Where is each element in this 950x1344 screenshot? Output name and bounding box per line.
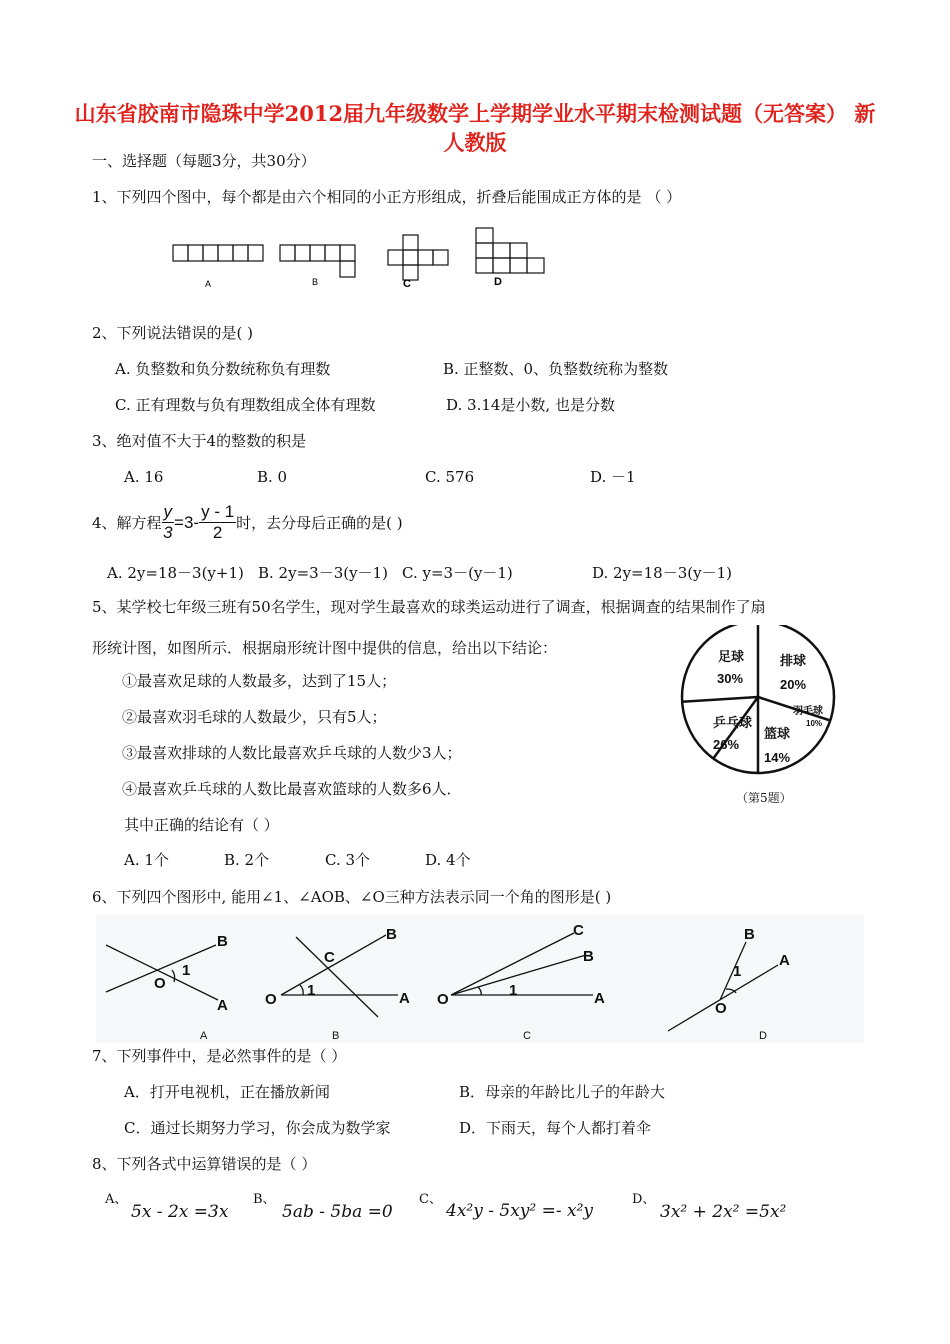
- net-label-b: B: [312, 277, 319, 287]
- fraction-y-minus-1-over-2: [199, 502, 236, 543]
- fig-c-point-o: O: [437, 991, 449, 1008]
- pie-label-volleyball: 排球: [780, 653, 807, 668]
- question-5-option-a: A. 1个: [124, 851, 169, 869]
- equation-middle: =3-: [174, 512, 200, 532]
- question-3-option-c: C. 576: [425, 468, 475, 486]
- fraction-numerator: y: [163, 502, 173, 521]
- question-4-option-c: C. y=3－(y－1): [402, 564, 513, 582]
- question-8-expr-d: 3x² + 2x² =5x²: [660, 1202, 787, 1222]
- question-5-option-c: C. 3个: [325, 851, 371, 869]
- question-3-stem: 3、绝对值不大于4的整数的积是: [92, 432, 307, 450]
- question-7-option-a: A．打开电视机，正在播放新闻: [124, 1083, 330, 1101]
- cube-net-figures: [165, 225, 565, 300]
- question-2-option-c: C. 正有理数与负有理数组成全体有理数: [115, 396, 376, 414]
- question-5-option-b: B. 2个: [224, 851, 270, 869]
- question-5-line-2: 形统计图，如图所示．根据扇形统计图中提供的信息，给出以下结论：: [92, 639, 558, 657]
- pie-label-badminton: 羽毛球: [793, 706, 823, 717]
- net-label-a: A: [205, 279, 212, 289]
- pie-pct-pingpong: 26%: [713, 737, 740, 752]
- page-title: 山东省胶南市隐珠中学2012届九年级数学上学期学业水平期末检测试题（无答案） 新人教版: [74, 101, 876, 155]
- question-4-stem: [92, 502, 403, 543]
- fig-b-point-a: A: [399, 990, 410, 1007]
- fig-label-d: D: [759, 1030, 767, 1042]
- angle-figures: [96, 915, 866, 1045]
- fig-a-angle-1: 1: [182, 962, 191, 979]
- question-3-option-a: A. 16: [124, 468, 164, 486]
- fig-label-b: B: [332, 1030, 340, 1042]
- fig-b-point-o: O: [265, 991, 277, 1008]
- question-2-option-d: D. 3.14是小数, 也是分数: [446, 396, 615, 414]
- question-8-label-a: A、: [105, 1192, 128, 1207]
- question-7-option-d: D．下雨天，每个人都打着伞: [459, 1119, 652, 1137]
- question-5-statement-3: ③最喜欢排球的人数比最喜欢乒乓球的人数少3人；: [122, 744, 462, 762]
- question-4-suffix: 时，去分母后正确的是( ): [236, 513, 403, 532]
- question-8-label-c: C、: [419, 1192, 442, 1207]
- question-8-expr-a: 5x - 2x =3x: [131, 1202, 229, 1222]
- fig-d-point-a: A: [779, 952, 790, 969]
- fraction-y-over-3: [162, 502, 175, 543]
- question-2-stem: 2、下列说法错误的是( ): [92, 324, 254, 342]
- fig-b-angle-1: 1: [307, 982, 316, 999]
- fig-a-point-a: A: [217, 997, 228, 1014]
- question-5-statement-1: ①最喜欢足球的人数最多，达到了15人；: [122, 672, 397, 690]
- fig-a-point-o: O: [154, 975, 166, 992]
- fig-b-point-b: B: [386, 926, 397, 943]
- question-4-option-d: D. 2y=18－3(y－1): [592, 564, 732, 582]
- pie-chart: [676, 625, 856, 785]
- fig-c-point-a: A: [594, 990, 605, 1007]
- question-8-expr-c: 4x²y - 5xy² =- x²y: [446, 1201, 593, 1221]
- question-4-option-a: A. 2y=18－3(y+1): [107, 564, 244, 582]
- question-1-stem: 1、下列四个图中，每个都是由六个相同的小正方形组成，折叠后能围成正方体的是 （ ）: [92, 188, 682, 206]
- question-4-option-b: B. 2y=3－3(y－1): [258, 564, 388, 582]
- pie-pct-football: 30%: [717, 671, 744, 686]
- question-5-option-d: D. 4个: [425, 851, 471, 869]
- pie-label-basketball: 篮球: [764, 726, 791, 741]
- question-5-statement-2: ②最喜欢羽毛球的人数最少，只有5人；: [122, 708, 387, 726]
- pie-label-football: 足球: [718, 649, 745, 664]
- question-8-stem: 8、下列各式中运算错误的是（ ）: [92, 1155, 317, 1173]
- question-7-option-c: C．通过长期努力学习，你会成为数学家: [124, 1119, 391, 1137]
- fig-b-point-c: C: [324, 949, 335, 966]
- fig-d-angle-1: 1: [733, 963, 742, 980]
- net-label-c: C: [403, 278, 411, 290]
- pie-pct-volleyball: 20%: [780, 677, 807, 692]
- pie-label-pingpong: 乒乓球: [713, 715, 753, 730]
- pie-pct-basketball: 14%: [764, 750, 791, 765]
- fig-c-point-b: B: [583, 948, 594, 965]
- question-4-prefix: 4、解方程: [92, 513, 162, 532]
- fraction-denominator: 2: [212, 523, 223, 542]
- fig-label-c: C: [523, 1030, 531, 1042]
- figure-5-caption: （第5题）: [736, 791, 792, 805]
- question-2-option-b: B. 正整数、0、负整数统称为整数: [443, 360, 669, 378]
- question-5-ask: 其中正确的结论有（ ）: [124, 816, 279, 834]
- fraction-numerator: y - 1: [201, 502, 235, 521]
- question-5-statement-4: ④最喜欢乒乓球的人数比最喜欢篮球的人数多6人．: [122, 780, 462, 798]
- question-6-stem: 6、下列四个图形中, 能用∠1、∠AOB、∠O三种方法表示同一个角的图形是( ): [92, 888, 612, 906]
- question-3-option-d: D. －1: [590, 468, 636, 486]
- question-7-stem: 7、下列事件中，是必然事件的是（ ）: [92, 1047, 347, 1065]
- question-8-expr-b: 5ab - 5ba =0: [282, 1202, 393, 1222]
- net-label-d: D: [494, 276, 502, 288]
- question-3-option-b: B. 0: [257, 468, 288, 486]
- fig-c-angle-1: 1: [509, 982, 518, 999]
- fig-d-point-o: O: [715, 1000, 727, 1017]
- fig-label-a: A: [200, 1030, 208, 1042]
- fig-d-point-b: B: [744, 926, 755, 943]
- question-2-option-a: A. 负整数和负分数统称负有理数: [115, 360, 331, 378]
- question-5-line-1: 5、某学校七年级三班有50名学生，现对学生最喜欢的球类运动进行了调查，根据调查的结果制作了扇: [92, 598, 766, 616]
- fraction-denominator: 3: [163, 523, 173, 542]
- question-8-label-d: D、: [632, 1192, 656, 1207]
- fig-a-point-b: B: [217, 933, 228, 950]
- pie-pct-badminton: 10%: [806, 719, 823, 728]
- question-7-option-b: B．母亲的年龄比儿子的年龄大: [459, 1083, 666, 1101]
- question-8-label-b: B、: [253, 1192, 276, 1207]
- section-heading: 一、选择题（每题3分，共30分）: [92, 152, 316, 170]
- fig-c-point-c: C: [573, 922, 584, 939]
